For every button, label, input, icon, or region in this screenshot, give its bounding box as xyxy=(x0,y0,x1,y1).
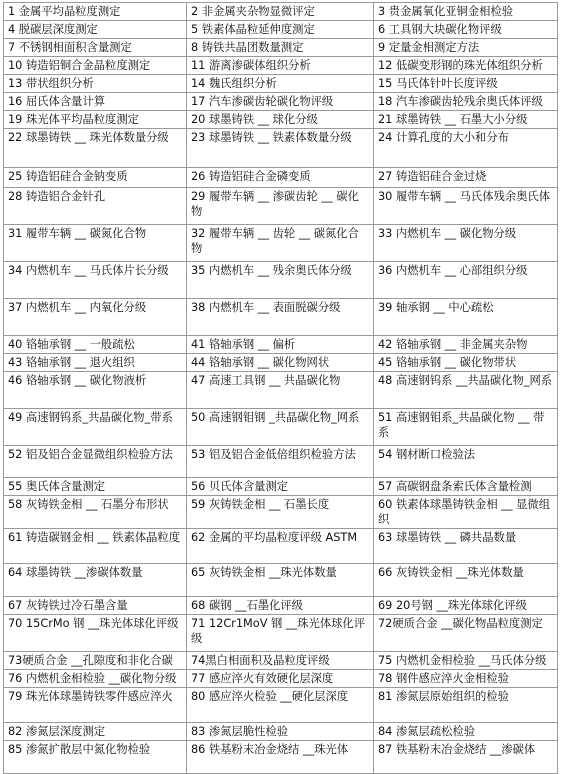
table-row xyxy=(4,188,558,225)
table-cell: 4 脱碳层深度测定 xyxy=(4,21,187,39)
table-row xyxy=(4,723,558,741)
table-row xyxy=(4,57,558,75)
table-cell: 21 球墨铸铁 __ 石墨大小分级 xyxy=(374,111,558,129)
table-row xyxy=(4,670,558,688)
table-cell: 31 履带车辆 __ 碳氮化合物 xyxy=(4,225,187,262)
table-cell: 85 渗氮扩散层中氮化物检验 xyxy=(4,741,187,774)
table-row xyxy=(4,262,558,299)
table-cell: 47 高速工具钢 __ 共晶碳化物 xyxy=(187,372,374,409)
table-cell: 81 渗氮层原始组织的检验 xyxy=(374,688,558,723)
table-cell: 9 定量金相测定方法 xyxy=(374,39,558,57)
table-cell: 34 内燃机车 __ 马氏体片长分级 xyxy=(4,262,187,299)
table-row xyxy=(4,299,558,336)
table-cell: 62 金属的平均晶粒度评级 ASTM xyxy=(187,529,374,564)
table-cell: 8 铸铁共晶团数量测定 xyxy=(187,39,374,57)
table-cell: 6 工具钢大块碳化物评级 xyxy=(374,21,558,39)
table-cell: 77 感应淬火有效硬化层深度 xyxy=(187,670,374,688)
table-cell: 54 钢材断口检验法 xyxy=(374,446,558,478)
table-cell: 43 铬轴承钢 __ 退火组织 xyxy=(4,354,187,372)
table-cell: 50 高速钢钼钢 _共晶碳化物_网系 xyxy=(187,409,374,446)
table-cell: 55 奥氏体含量测定 xyxy=(4,478,187,496)
table-cell: 23 球墨铸铁 __ 铁素体数量分级 xyxy=(187,129,374,168)
table-cell: 67 灰铸铁过冷石墨含量 xyxy=(4,597,187,615)
table-cell: 17 汽车渗碳齿轮碳化物评级 xyxy=(187,93,374,111)
table-cell: 73硬质合金 __孔隙度和非化合碳 xyxy=(4,652,187,670)
table-cell: 29 履带车辆 __ 渗碳齿轮 __ 碳化物 xyxy=(187,188,374,225)
table-cell: 64 球墨铸铁 __渗碳体数量 xyxy=(4,564,187,597)
table-row xyxy=(4,688,558,723)
table-cell: 51 高速钢钼系_共晶碳化物 __ 带系 xyxy=(374,409,558,446)
table-cell: 74黑白相面积及晶粒度评级 xyxy=(187,652,374,670)
table-row xyxy=(4,496,558,529)
table-cell: 15 马氏体针叶长度评级 xyxy=(374,75,558,93)
table-cell: 12 低碳变形钢的珠光体组织分析 xyxy=(374,57,558,75)
table-row xyxy=(4,168,558,188)
table-cell: 26 铸造铝硅合金磷变质 xyxy=(187,168,374,188)
table-cell: 58 灰铸铁金相 __ 石墨分布形状 xyxy=(4,496,187,529)
table-row xyxy=(4,129,558,168)
table-cell: 14 魏氏组织分析 xyxy=(187,75,374,93)
table-cell: 83 渗氮层脆性检验 xyxy=(187,723,374,741)
table-row xyxy=(4,75,558,93)
table-cell: 3 贵金属氧化亚铜金相检验 xyxy=(374,3,558,21)
table-cell: 40 铬轴承钢 __ 一般疏松 xyxy=(4,336,187,354)
table-row xyxy=(4,597,558,615)
table-cell: 1 金属平均晶粒度测定 xyxy=(4,3,187,21)
table-row xyxy=(4,3,558,21)
table-cell: 22 球墨铸铁 __ 珠光体数量分级 xyxy=(4,129,187,168)
table-cell: 36 内燃机车 __ 心部组织分级 xyxy=(374,262,558,299)
table-cell: 19 珠光体平均晶粒度测定 xyxy=(4,111,187,129)
table-cell: 5 铁素体晶粒延伸度测定 xyxy=(187,21,374,39)
table-row xyxy=(4,39,558,57)
table-cell: 57 高碳钢盘条索氏体含量检测 xyxy=(374,478,558,496)
table-cell: 49 高速钢钨系_共晶碳化物_带系 xyxy=(4,409,187,446)
table-cell: 66 灰铸铁金相 __珠光体数量 xyxy=(374,564,558,597)
table-cell: 44 铬轴承钢 __ 碳化物网状 xyxy=(187,354,374,372)
table-cell: 86 铁基粉末冶金烧结 __珠光体 xyxy=(187,741,374,774)
table-cell: 53 铝及铝合金低倍组织检验方法 xyxy=(187,446,374,478)
table-cell: 30 履带车辆 __ 马氏体残余奥氏体 xyxy=(374,188,558,225)
table-cell: 32 履带车辆 __ 齿轮 __ 碳氮化合物 xyxy=(187,225,374,262)
table-cell: 20 球墨铸铁 __ 球化分级 xyxy=(187,111,374,129)
table-cell: 79 珠光体球墨铸铁零件感应淬火 xyxy=(4,688,187,723)
table-row xyxy=(4,93,558,111)
table-cell: 52 铝及铝合金显微组织检验方法 xyxy=(4,446,187,478)
table-row xyxy=(4,354,558,372)
table-row xyxy=(4,741,558,774)
table-cell: 59 灰铸铁金相 __ 石墨长度 xyxy=(187,496,374,529)
table-row xyxy=(4,652,558,670)
table-row xyxy=(4,225,558,262)
table-cell: 39 轴承钢 __ 中心疏松 xyxy=(374,299,558,336)
table-cell: 60 铁素体球墨铸铁金相 __ 显微组织 xyxy=(374,496,558,529)
table-row xyxy=(4,446,558,478)
table-cell: 63 球墨铸铁 __ 磷共晶数量 xyxy=(374,529,558,564)
table-cell: 69 20号钢 __珠光体球化评级 xyxy=(374,597,558,615)
table-cell: 56 贝氏体含量测定 xyxy=(187,478,374,496)
table-cell: 10 铸造铝铜合金晶粒度测定 xyxy=(4,57,187,75)
table-cell: 7 不锈钢相面积含量测定 xyxy=(4,39,187,57)
table-cell: 28 铸造铝合金针孔 xyxy=(4,188,187,225)
table-cell: 48 高速钢钨系 __共晶碳化物_网系 xyxy=(374,372,558,409)
table-cell: 18 汽车渗碳齿轮残余奥氏体评级 xyxy=(374,93,558,111)
table-row xyxy=(4,111,558,129)
table-row xyxy=(4,615,558,652)
table-cell: 61 铸造碳钢金相 __ 铁素体晶粒度 xyxy=(4,529,187,564)
table-cell: 41 铬轴承钢 __ 偏析 xyxy=(187,336,374,354)
table-row xyxy=(4,21,558,39)
table-row xyxy=(4,372,558,409)
table-row xyxy=(4,336,558,354)
table-cell: 72硬质合金 __碳化物晶粒度测定 xyxy=(374,615,558,652)
table-cell: 38 内燃机车 __ 表面脱碳分级 xyxy=(187,299,374,336)
table-cell: 46 铬轴承钢 __ 碳化物液析 xyxy=(4,372,187,409)
table-cell: 71 12Cr1MoV 钢 __珠光体球化评级 xyxy=(187,615,374,652)
table-cell: 84 渗氮层疏松检验 xyxy=(374,723,558,741)
table-row xyxy=(4,564,558,597)
table-cell: 45 铬轴承钢 __ 碳化物带状 xyxy=(374,354,558,372)
table-cell: 11 游离渗碳体组织分析 xyxy=(187,57,374,75)
table-cell: 27 铸造铝硅合金过烧 xyxy=(374,168,558,188)
table-cell: 37 内燃机车 __ 内氧化分级 xyxy=(4,299,187,336)
table-cell: 70 15CrMo 钢 __珠光体球化评级 xyxy=(4,615,187,652)
table-cell: 13 带状组织分析 xyxy=(4,75,187,93)
table-cell: 24 计算孔度的大小和分布 xyxy=(374,129,558,168)
table-cell: 76 内燃机金相检验 __碳化物分级 xyxy=(4,670,187,688)
table-cell: 87 铁基粉末冶金烧结 __渗碳体 xyxy=(374,741,558,774)
table-row xyxy=(4,529,558,564)
table-cell: 75 内燃机金相检验 __马氏体分级 xyxy=(374,652,558,670)
table-cell: 82 渗氮层深度测定 xyxy=(4,723,187,741)
table-cell: 68 碳钢 __石墨化评级 xyxy=(187,597,374,615)
table-cell: 78 钢件感应淬火金相检验 xyxy=(374,670,558,688)
table-cell: 16 屈氏体含量计算 xyxy=(4,93,187,111)
table-cell: 35 内燃机车 __ 残余奥氏体分级 xyxy=(187,262,374,299)
table-cell: 65 灰铸铁金相 __珠光体数量 xyxy=(187,564,374,597)
table-cell: 42 铬轴承钢 __ 非金属夹杂物 xyxy=(374,336,558,354)
table-cell: 2 非金属夹杂物显微评定 xyxy=(187,3,374,21)
table-cell: 33 内燃机车 __ 碳化物分级 xyxy=(374,225,558,262)
table-cell: 80 感应淬火检验 __硬化层深度 xyxy=(187,688,374,723)
table-row xyxy=(4,478,558,496)
table-cell: 25 铸造铝硅合金钠变质 xyxy=(4,168,187,188)
test-items-table xyxy=(3,2,558,774)
table-row xyxy=(4,409,558,446)
